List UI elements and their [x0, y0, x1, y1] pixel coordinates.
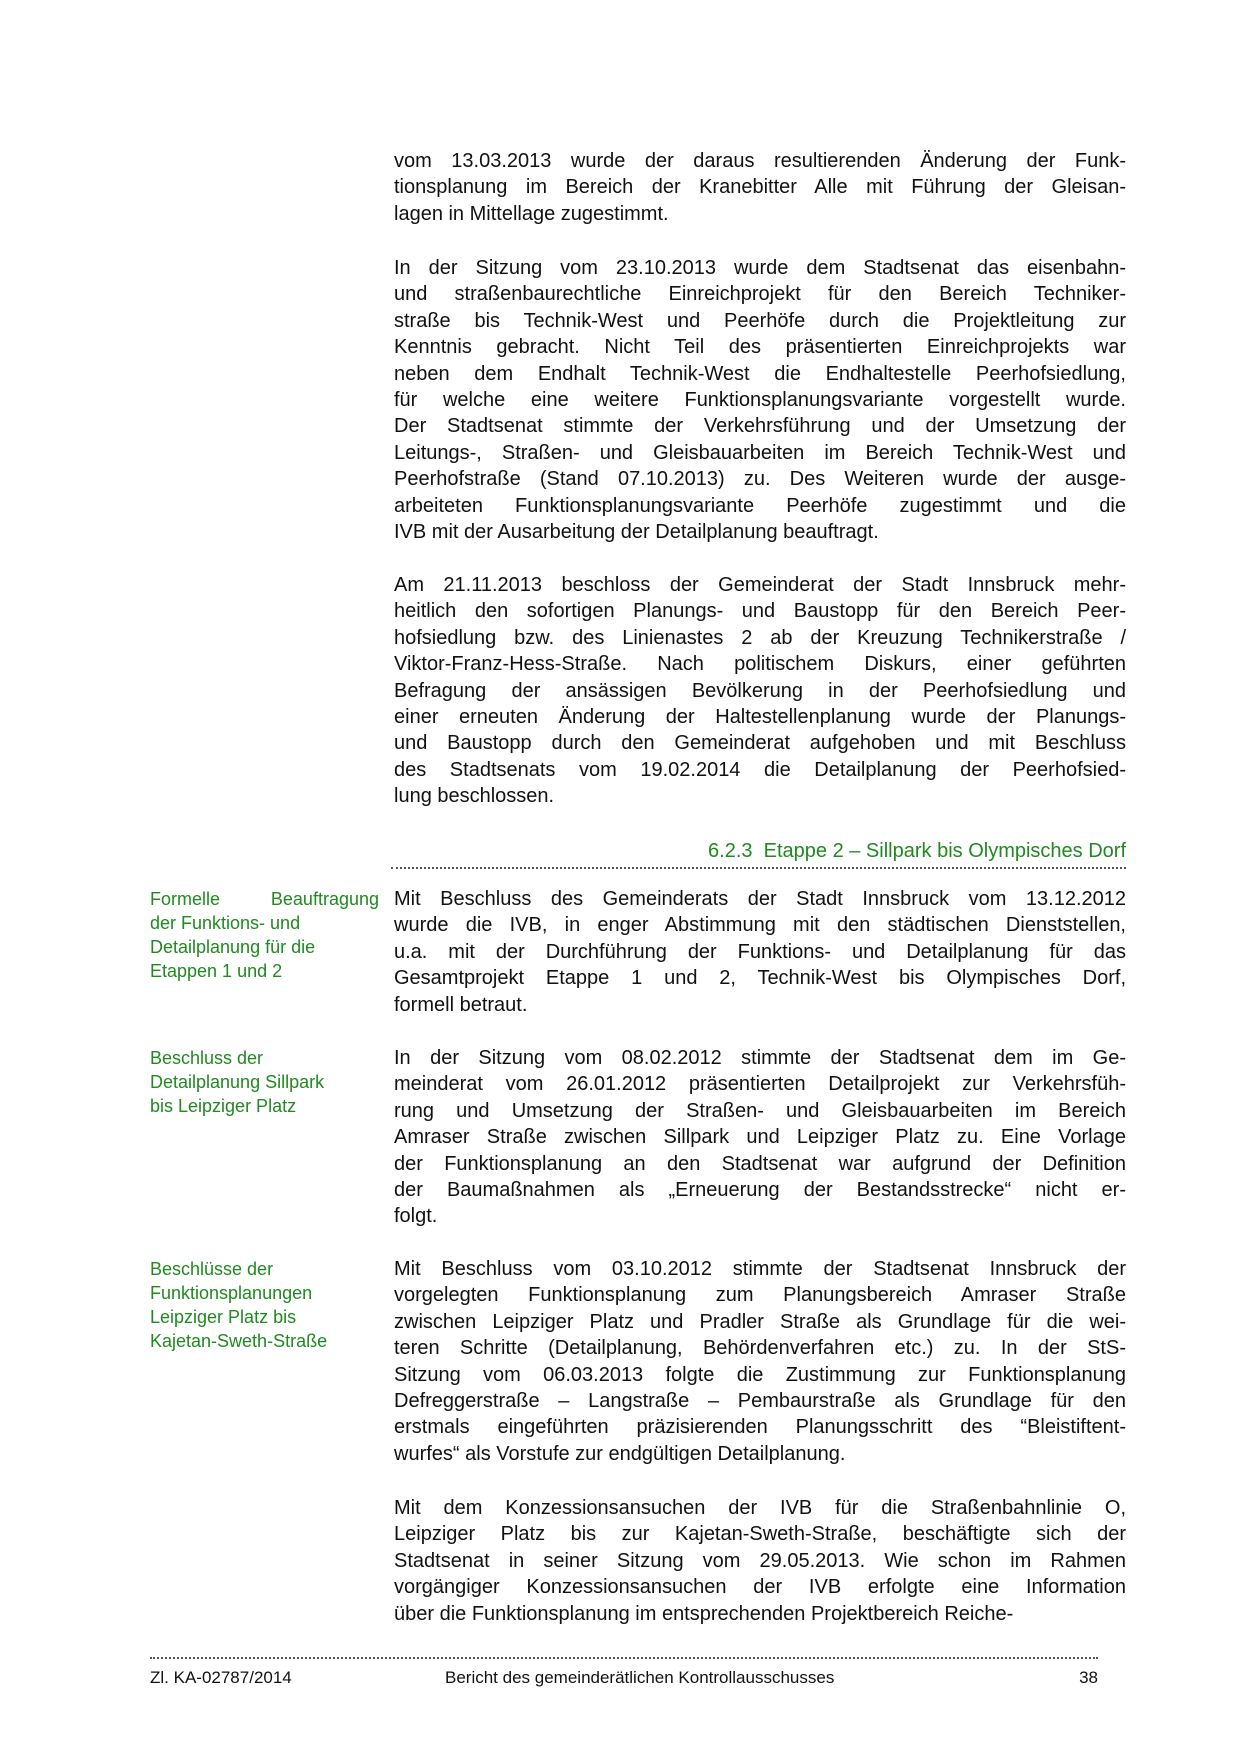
- text-line: lagen in Mittellage zugestimmt.: [394, 202, 669, 225]
- text-line: Beschlüsse der: [150, 1259, 274, 1279]
- margin-note-1: [150, 887, 379, 983]
- text-line: Am 21.11.2013 beschloss der Gemeinderat der Stadt Innsbruck mehr-: [394, 574, 1126, 596]
- text-line: hofsiedlung bzw. des Linienastes 2 ab der Kreuzung Technikerstraße /: [394, 626, 1126, 649]
- text-line: Beschluss der: [150, 1048, 264, 1068]
- text-line: Detailplanung Sillpark: [150, 1072, 325, 1092]
- paragraph-7: [394, 1495, 1126, 1627]
- heading-divider: [391, 867, 1126, 869]
- text-line: rung und Umsetzung der Straßen- und Gleisbauarbeiten im Bereich: [394, 1099, 1126, 1122]
- text-line: wurde die IVB, in enger Abstimmung mit den städtischen Dienststellen,: [394, 914, 1126, 937]
- text-line: Der Stadtsenat stimmte der Verkehrsführung und der Umsetzung der: [394, 415, 1126, 438]
- text-line: Mit Beschluss des Gemeinderats der Stadt Innsbruck vom 13.12.2012: [394, 888, 1126, 910]
- text-line: neben dem Endhalt Technik-West die Endhaltestelle Peerhofsiedlung,: [394, 362, 1126, 385]
- text-line: und straßenbaurechtliche Einreichprojekt für den Bereich Techniker-: [394, 283, 1126, 306]
- text-line: Leipziger Platz bis: [150, 1307, 297, 1327]
- text-line: Viktor-Franz-Hess-Straße. Nach politischem Diskurs, einer geführten: [394, 653, 1126, 676]
- text-line: für welche eine weitere Funktionsplanungsvariante vorgestellt wurde.: [394, 388, 1126, 411]
- text-line: Mit dem Konzessionsansuchen der IVB für die Straßenbahnlinie O,: [394, 1497, 1126, 1519]
- text-line: meinderat vom 26.01.2012 präsentierten Detailprojekt zur Verkehrsfüh-: [394, 1073, 1126, 1096]
- page-number: 38: [1079, 1668, 1098, 1687]
- text-line: In der Sitzung vom 08.02.2012 stimmte der Stadtsenat dem im Ge-: [394, 1047, 1126, 1069]
- text-line: Leitungs-, Straßen- und Gleisbauarbeiten im Bereich Technik-West und: [394, 441, 1126, 464]
- text-line: Etappen 1 und 2: [150, 961, 283, 981]
- footer-title: Bericht des gemeinderätlichen Kontrollausschusses: [445, 1668, 835, 1687]
- text-line: folgt.: [394, 1205, 438, 1228]
- text-line: Funktionsplanungen: [150, 1283, 313, 1303]
- paragraph-6: [394, 1256, 1126, 1467]
- text-line: Mit Beschluss vom 03.10.2012 stimmte der Stadtsenat Innsbruck der: [394, 1258, 1126, 1280]
- text-line: erstmals eingeführten präzisierenden Planungsschritt des “Bleistiftent-: [394, 1416, 1126, 1439]
- text-line: wurfes“ als Vorstufe zur endgültigen Detailplanung.: [394, 1442, 846, 1465]
- paragraph-4: [394, 886, 1126, 1018]
- text-line: straße bis Technik-West und Peerhöfe durch die Projektleitung zur: [394, 309, 1126, 332]
- text-line: und Baustopp durch den Gemeinderat aufgehoben und mit Beschluss: [394, 732, 1126, 755]
- text-line: Detailplanung für die: [150, 937, 316, 957]
- text-line: Stadtsenat in seiner Sitzung vom 29.05.2013. Wie schon im Rahmen: [394, 1549, 1126, 1572]
- text-line: Gesamtprojekt Etappe 1 und 2, Technik-West bis Olympisches Dorf,: [394, 967, 1126, 990]
- text-line: Formelle Beauftragung: [150, 889, 379, 909]
- text-line: Amraser Straße zwischen Sillpark und Leipziger Platz zu. Eine Vorlage: [394, 1126, 1126, 1149]
- text-line: heitlich den sofortigen Planungs- und Baustopp für den Bereich Peer-: [394, 600, 1126, 623]
- text-line: lung beschlossen.: [394, 785, 555, 808]
- text-line: der Funktions- und: [150, 913, 301, 933]
- text-line: Leipziger Platz bis zur Kajetan-Sweth-Straße, beschäftigte sich der: [394, 1523, 1126, 1546]
- text-line: des Stadtsenats vom 19.02.2014 die Detailplanung der Peerhofsied-: [394, 758, 1126, 781]
- margin-note-3: [150, 1257, 379, 1353]
- text-line: formell betraut.: [394, 993, 528, 1016]
- footer-divider: [150, 1657, 1098, 1659]
- section-heading: 6.2.3 Etappe 2 – Sillpark bis Olympisches Dorf: [708, 840, 1126, 862]
- paragraph-5: [394, 1045, 1126, 1230]
- paragraph-2: [394, 255, 1126, 545]
- text-line: der Funktionsplanung an den Stadtsenat war aufgrund der Definition: [394, 1152, 1126, 1175]
- text-line: einer erneuten Änderung der Haltestellenplanung wurde der Planungs-: [394, 705, 1126, 728]
- text-line: Kenntnis gebracht. Nicht Teil des präsentierten Einreichprojekts war: [394, 336, 1126, 359]
- text-line: Peerhofstraße (Stand 07.10.2013) zu. Des Weiteren wurde der ausge-: [394, 468, 1126, 491]
- text-line: Befragung der ansässigen Bevölkerung in der Peerhofsiedlung und: [394, 679, 1126, 702]
- text-line: arbeiteten Funktionsplanungsvariante Peerhöfe zugestimmt und die: [394, 494, 1126, 517]
- text-line: teren Schritte (Detailplanung, Behördenverfahren etc.) zu. In der StS-: [394, 1337, 1126, 1360]
- text-line: vom 13.03.2013 wurde der daraus resultierenden Änderung der Funk-: [394, 150, 1126, 172]
- text-line: IVB mit der Ausarbeitung der Detailplanung beauftragt.: [394, 520, 879, 543]
- text-line: über die Funktionsplanung im entsprechenden Projektbereich Reiche-: [394, 1602, 1014, 1625]
- text-line: In der Sitzung vom 23.10.2013 wurde dem Stadtsenat das eisenbahn-: [394, 257, 1126, 279]
- paragraph-1: [394, 148, 1126, 227]
- footer-reference: Zl. KA-02787/2014: [150, 1668, 292, 1687]
- text-line: der Baumaßnahmen als „Erneuerung der Bestandsstrecke“ nicht er-: [394, 1178, 1126, 1201]
- text-line: zwischen Leipziger Platz und Pradler Straße als Grundlage für die wei-: [394, 1310, 1126, 1333]
- text-line: vorgelegten Funktionsplanung zum Planungsbereich Amraser Straße: [394, 1284, 1126, 1307]
- text-line: bis Leipziger Platz: [150, 1096, 297, 1116]
- text-line: Kajetan-Sweth-Straße: [150, 1331, 328, 1351]
- text-line: vorgängiger Konzessionsansuchen der IVB erfolgte eine Information: [394, 1576, 1126, 1599]
- text-line: u.a. mit der Durchführung der Funktions- und Detailplanung für das: [394, 940, 1126, 963]
- text-line: Defreggerstraße – Langstraße – Pembaurstraße als Grundlage für den: [394, 1389, 1126, 1412]
- margin-note-2: [150, 1046, 379, 1118]
- text-line: Sitzung vom 06.03.2013 folgte die Zustimmung zur Funktionsplanung: [394, 1363, 1126, 1386]
- text-line: tionsplanung im Bereich der Kranebitter Alle mit Führung der Gleisan-: [394, 176, 1126, 199]
- paragraph-3: [394, 572, 1126, 810]
